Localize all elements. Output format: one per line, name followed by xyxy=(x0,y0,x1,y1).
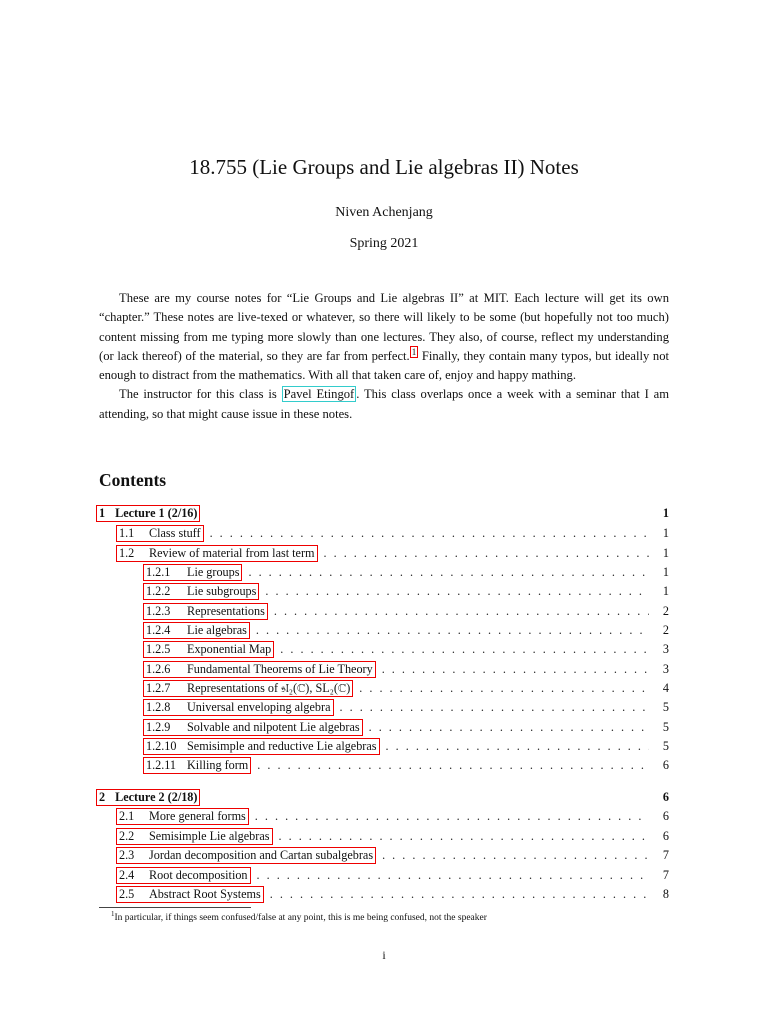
toc-leader-dots xyxy=(270,887,649,902)
abstract-text: Finally, they contain many typos, but ideally not enough to distract from the mathematics. With all that taken care of, enjoy and happy mathing. xyxy=(99,348,669,383)
abstract-text: . This class overlaps once a week with a seminar that I am attending, so that might cause issue in these notes. xyxy=(99,387,669,421)
toc-number: 1.2.7 xyxy=(146,681,171,695)
toc-label: Review of material from last term xyxy=(149,546,315,560)
footnote-rule xyxy=(99,907,251,908)
toc-page-number: 7 xyxy=(662,848,669,862)
toc-link[interactable] xyxy=(116,808,249,825)
toc-entry xyxy=(99,505,669,522)
toc-leader-dots xyxy=(274,604,649,619)
toc-page-number: 3 xyxy=(662,662,669,676)
toc-number: 1 xyxy=(99,506,106,520)
toc-page-number: 5 xyxy=(662,739,669,753)
toc-label: Representations of 𝔰𝔩₂(ℂ), SL₂(ℂ) xyxy=(187,681,351,695)
toc-link[interactable] xyxy=(116,545,318,562)
toc-entry xyxy=(99,680,669,697)
toc-label: Semisimple and reductive Lie algebras xyxy=(187,739,377,753)
toc-number: 1.2.3 xyxy=(146,604,171,618)
page-number: i xyxy=(382,948,386,962)
toc-number: 2.1 xyxy=(119,809,135,823)
toc-number: 2.4 xyxy=(119,868,135,882)
toc-leader-dots xyxy=(340,700,650,715)
toc-entry xyxy=(99,583,669,600)
toc-number: 1.2.8 xyxy=(146,700,171,714)
toc-leader-dots xyxy=(324,546,650,561)
toc-label: Fundamental Theorems of Lie Theory xyxy=(187,662,373,676)
toc-page-number: 3 xyxy=(662,642,669,656)
document-date: Spring 2021 xyxy=(349,236,419,251)
toc-page-number: 2 xyxy=(662,604,669,618)
author-name: Niven Achenjang xyxy=(335,205,433,220)
toc-leader-dots xyxy=(382,662,649,677)
abstract-text: The instructor for this class is xyxy=(119,387,282,402)
toc-link[interactable] xyxy=(143,583,259,600)
contents-heading: Contents xyxy=(99,470,167,490)
footnote-mark: 1 xyxy=(111,910,115,918)
toc-link[interactable] xyxy=(143,661,376,678)
toc-entry xyxy=(99,525,669,542)
toc-link[interactable] xyxy=(143,641,274,658)
toc-page-number: 1 xyxy=(662,506,669,520)
toc-label: Abstract Root Systems xyxy=(149,887,261,901)
toc-leader-dots xyxy=(359,681,649,696)
toc-entry xyxy=(99,699,669,716)
toc-page-number: 7 xyxy=(662,868,669,882)
toc-page-number: 5 xyxy=(662,700,669,714)
footnote xyxy=(111,910,487,923)
abstract-paragraph-1 xyxy=(99,289,669,385)
toc-number: 1.2 xyxy=(119,546,135,560)
toc-number: 2 xyxy=(99,790,106,804)
toc-link[interactable] xyxy=(116,847,376,864)
toc-link[interactable] xyxy=(143,603,268,620)
toc-label: Killing form xyxy=(187,758,249,772)
toc-number: 1.2.1 xyxy=(146,565,171,579)
toc-link[interactable] xyxy=(143,738,380,755)
toc-entry xyxy=(99,828,669,845)
toc-leader-dots xyxy=(257,758,649,773)
toc-page-number: 6 xyxy=(662,790,669,804)
toc-link[interactable] xyxy=(143,622,250,639)
toc-label: Semisimple Lie algebras xyxy=(149,829,270,843)
toc-leader-dots xyxy=(279,829,650,844)
toc-link[interactable] xyxy=(143,757,251,774)
toc-entry xyxy=(99,757,669,774)
toc-link[interactable] xyxy=(96,505,200,522)
toc-entry xyxy=(99,789,669,806)
footnote-text: In particular, if things seem confused/false at any point, this is me being confused, not the speaker xyxy=(114,913,487,924)
toc-page-number: 6 xyxy=(662,829,669,843)
toc-label: Lecture 1 (2/16) xyxy=(115,506,198,520)
toc-link[interactable] xyxy=(143,564,242,581)
toc-leader-dots xyxy=(210,526,649,541)
toc-number: 1.2.4 xyxy=(146,623,171,637)
toc-page-number: 1 xyxy=(662,584,669,598)
toc-number: 2.5 xyxy=(119,887,135,901)
toc-link[interactable] xyxy=(116,867,251,884)
footnote-link[interactable]: 1 xyxy=(411,346,417,357)
toc-leader-dots xyxy=(369,720,649,735)
toc-leader-dots xyxy=(386,739,649,754)
toc-entry xyxy=(99,738,669,755)
toc-number: 2.3 xyxy=(119,848,135,862)
toc-entry xyxy=(99,622,669,639)
toc-leader-dots xyxy=(280,642,649,657)
toc-link[interactable] xyxy=(96,789,200,806)
toc-number: 1.2.2 xyxy=(146,584,171,598)
toc-leader-dots xyxy=(257,868,649,883)
abstract xyxy=(99,289,669,424)
toc-number: 1.2.10 xyxy=(146,739,177,753)
toc-number: 1.2.6 xyxy=(146,662,171,676)
toc-leader-dots xyxy=(256,623,649,638)
toc-leader-dots xyxy=(265,584,649,599)
toc-label: More general forms xyxy=(149,809,246,823)
document-title: 18.755 (Lie Groups and Lie algebras II) Notes xyxy=(189,155,579,179)
toc-entry xyxy=(99,847,669,864)
toc-page-number: 6 xyxy=(662,809,669,823)
toc-page-number: 1 xyxy=(662,565,669,579)
toc-label: Jordan decomposition and Cartan subalgebras xyxy=(149,848,374,862)
toc-label: Representations xyxy=(187,604,265,618)
toc-link[interactable] xyxy=(143,699,334,716)
abstract-paragraph-2 xyxy=(99,385,669,424)
toc-entry xyxy=(99,886,669,903)
toc-page-number: 4 xyxy=(662,681,669,695)
toc-leader-dots xyxy=(382,848,649,863)
instructor-link[interactable]: Pavel Etingof xyxy=(283,387,355,402)
toc-number: 1.2.11 xyxy=(146,758,177,772)
toc-number: 1.1 xyxy=(119,526,135,540)
toc-entry xyxy=(99,661,669,678)
toc-entry xyxy=(99,564,669,581)
toc-entry xyxy=(99,719,669,736)
toc-page-number: 1 xyxy=(662,546,669,560)
toc-link[interactable] xyxy=(143,719,363,736)
toc-number: 1.2.5 xyxy=(146,642,171,656)
toc-link[interactable] xyxy=(116,828,273,845)
toc-page-number: 2 xyxy=(662,623,669,637)
toc-page-number: 1 xyxy=(662,526,669,540)
toc-link[interactable] xyxy=(116,886,264,903)
toc-leader-dots xyxy=(255,809,649,824)
toc-label: Lie algebras xyxy=(187,623,247,637)
toc-label: Class stuff xyxy=(149,526,201,540)
toc-entry xyxy=(99,545,669,562)
toc-page-number: 6 xyxy=(662,758,669,772)
toc-label: Exponential Map xyxy=(187,642,272,656)
toc-leader-dots xyxy=(248,565,649,580)
toc-link[interactable] xyxy=(116,525,204,542)
toc-link[interactable] xyxy=(143,680,353,697)
toc-label: Lie groups xyxy=(187,565,240,579)
toc-number: 2.2 xyxy=(119,829,135,843)
toc-label: Lie subgroups xyxy=(187,584,257,598)
toc-label: Root decomposition xyxy=(149,868,248,882)
toc-page-number: 8 xyxy=(662,887,669,901)
toc-number: 1.2.9 xyxy=(146,720,171,734)
toc-label: Lecture 2 (2/18) xyxy=(115,790,198,804)
toc-page-number: 5 xyxy=(662,720,669,734)
toc-entry xyxy=(99,603,669,620)
toc-label: Universal enveloping algebra xyxy=(187,700,331,714)
toc-label: Solvable and nilpotent Lie algebras xyxy=(187,720,360,734)
abstract-text: These are my course notes for “Lie Groups and Lie algebras II” at MIT. Each lecture will get its own “chapter.” These notes are live-texed or whatever, so there will likely to be some (but hopefully not too much) content missing from me typing more slowly than one lectures. They also, of course, reflect my understanding (or lack thereof) of the material, so they are far from perfect. xyxy=(99,291,669,363)
toc-entry xyxy=(99,641,669,658)
toc-entry xyxy=(99,867,669,884)
toc-entry xyxy=(99,808,669,825)
